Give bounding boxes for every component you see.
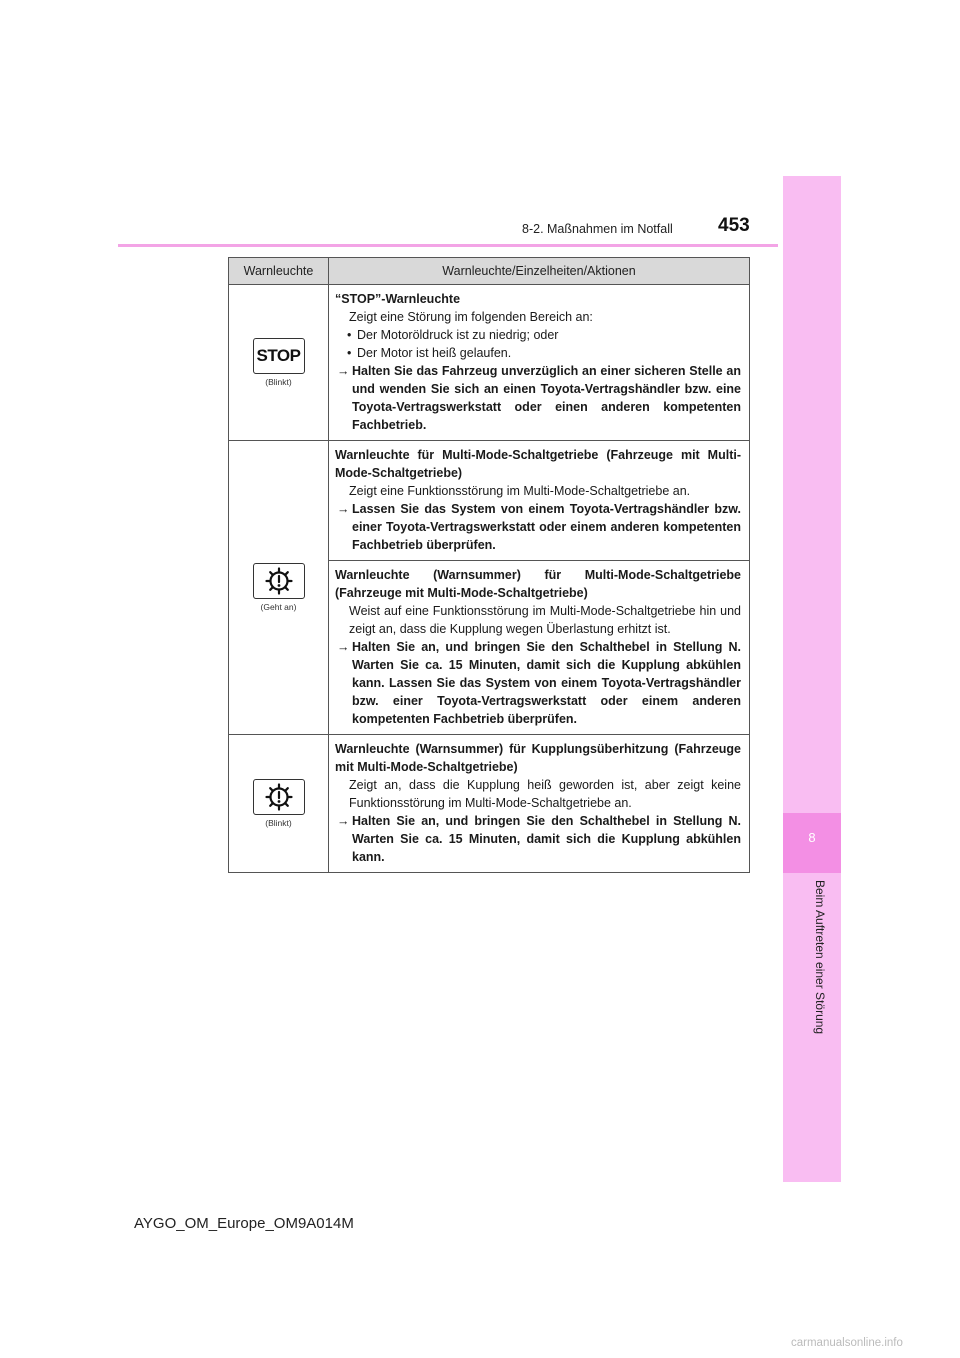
icon-caption: (Geht an) bbox=[260, 602, 297, 612]
action-text: → Halten Sie das Fahrzeug unverzüglich an einer sicheren Stelle an und wenden Sie sich an einen Toyota-Vertragshändler bzw. eine Toyota-Vertragswerkstatt oder einen anderen kompetenten Fachbetrieb. bbox=[335, 362, 741, 434]
warning-text: Weist auf eine Funktionsstörung im Multi-Mode-Schaltgetriebe hin und zeigt an, dass die Kupplung wegen Überlastung erhitzt ist. bbox=[349, 604, 741, 636]
section-title: 8-2. Maßnahmen im Notfall bbox=[522, 222, 673, 236]
warning-title: Warnleuchte (Warnsummer) für Kupplungsüberhitzung (Fahrzeuge mit Multi-Mode-Schaltgetriebe) bbox=[335, 742, 741, 774]
action-text: → Halten Sie an, und bringen Sie den Schalthebel in Stellung N. Warten Sie ca. 15 Minuten, damit sich die Kupplung abkühlen kann. bbox=[335, 812, 741, 866]
action-text: → Lassen Sie das System von einem Toyota-Vertragshändler bzw. einer Toyota-Vertragswerkstatt oder einem anderen kompetenten Fachbetrieb überprüfen. bbox=[335, 500, 741, 554]
icon-caption: (Blinkt) bbox=[265, 377, 292, 387]
table-row bbox=[229, 285, 750, 441]
table-row bbox=[229, 441, 750, 561]
page-number: 453 bbox=[718, 215, 750, 236]
warning-text: Zeigt an, dass die Kupplung heiß geworden ist, aber zeigt keine Funktionsstörung im Multi-Mode-Schaltgetriebe an. bbox=[349, 778, 741, 810]
description-cell bbox=[329, 285, 750, 441]
chapter-title: Beim Auftreten einer Störung bbox=[813, 880, 827, 1035]
bullet-item: • Der Motoröldruck ist zu niedrig; oder bbox=[335, 326, 741, 344]
description-cell bbox=[329, 735, 750, 873]
action-text: → Halten Sie an, und bringen Sie den Schalthebel in Stellung N. Warten Sie ca. 15 Minuten, damit sich die Kupplung abkühlen kann. Lassen Sie das System von einem Toyota-Vertragshändler bzw. einer Toyota-Vertragswerkstatt oder einem anderen kompetenten Fachbetrieb überprüfen. bbox=[335, 638, 741, 728]
column-header-warning-light: Warnleuchte bbox=[229, 258, 329, 285]
gear-warning-icon bbox=[253, 563, 305, 599]
gear-warning-icon bbox=[253, 779, 305, 815]
warning-light-table bbox=[228, 257, 750, 873]
header-divider bbox=[118, 244, 778, 247]
icon-cell bbox=[229, 285, 329, 441]
warning-title: Warnleuchte für Multi-Mode-Schaltgetriebe (Fahrzeuge mit Multi-Mode-Schaltgetriebe) bbox=[335, 448, 741, 480]
document-id: AYGO_OM_Europe_OM9A014M bbox=[134, 1215, 354, 1232]
bullet-item: • Der Motor ist heiß gelaufen. bbox=[335, 344, 741, 362]
icon-cell bbox=[229, 735, 329, 873]
description-cell bbox=[329, 561, 750, 735]
table-row bbox=[229, 735, 750, 873]
description-cell bbox=[329, 441, 750, 561]
warning-title: “STOP”-Warnleuchte bbox=[335, 292, 461, 306]
icon-cell bbox=[229, 441, 329, 735]
icon-caption: (Blinkt) bbox=[265, 818, 292, 828]
warning-text: Zeigt eine Störung im folgenden Bereich an: bbox=[349, 310, 593, 324]
table-header-row bbox=[229, 258, 750, 285]
warning-text: Zeigt eine Funktionsstörung im Multi-Mode-Schaltgetriebe an. bbox=[349, 484, 691, 498]
watermark: carmanualsonline.info bbox=[791, 1337, 903, 1349]
chapter-number: 8 bbox=[808, 830, 816, 845]
warning-title: Warnleuchte (Warnsummer) für Multi-Mode-Schaltgetriebe (Fahrzeuge mit Multi-Mode-Schaltgetriebe) bbox=[335, 568, 741, 600]
stop-warning-icon: STOP bbox=[253, 338, 305, 374]
column-header-details: Warnleuchte/Einzelheiten/Aktionen bbox=[329, 258, 750, 285]
